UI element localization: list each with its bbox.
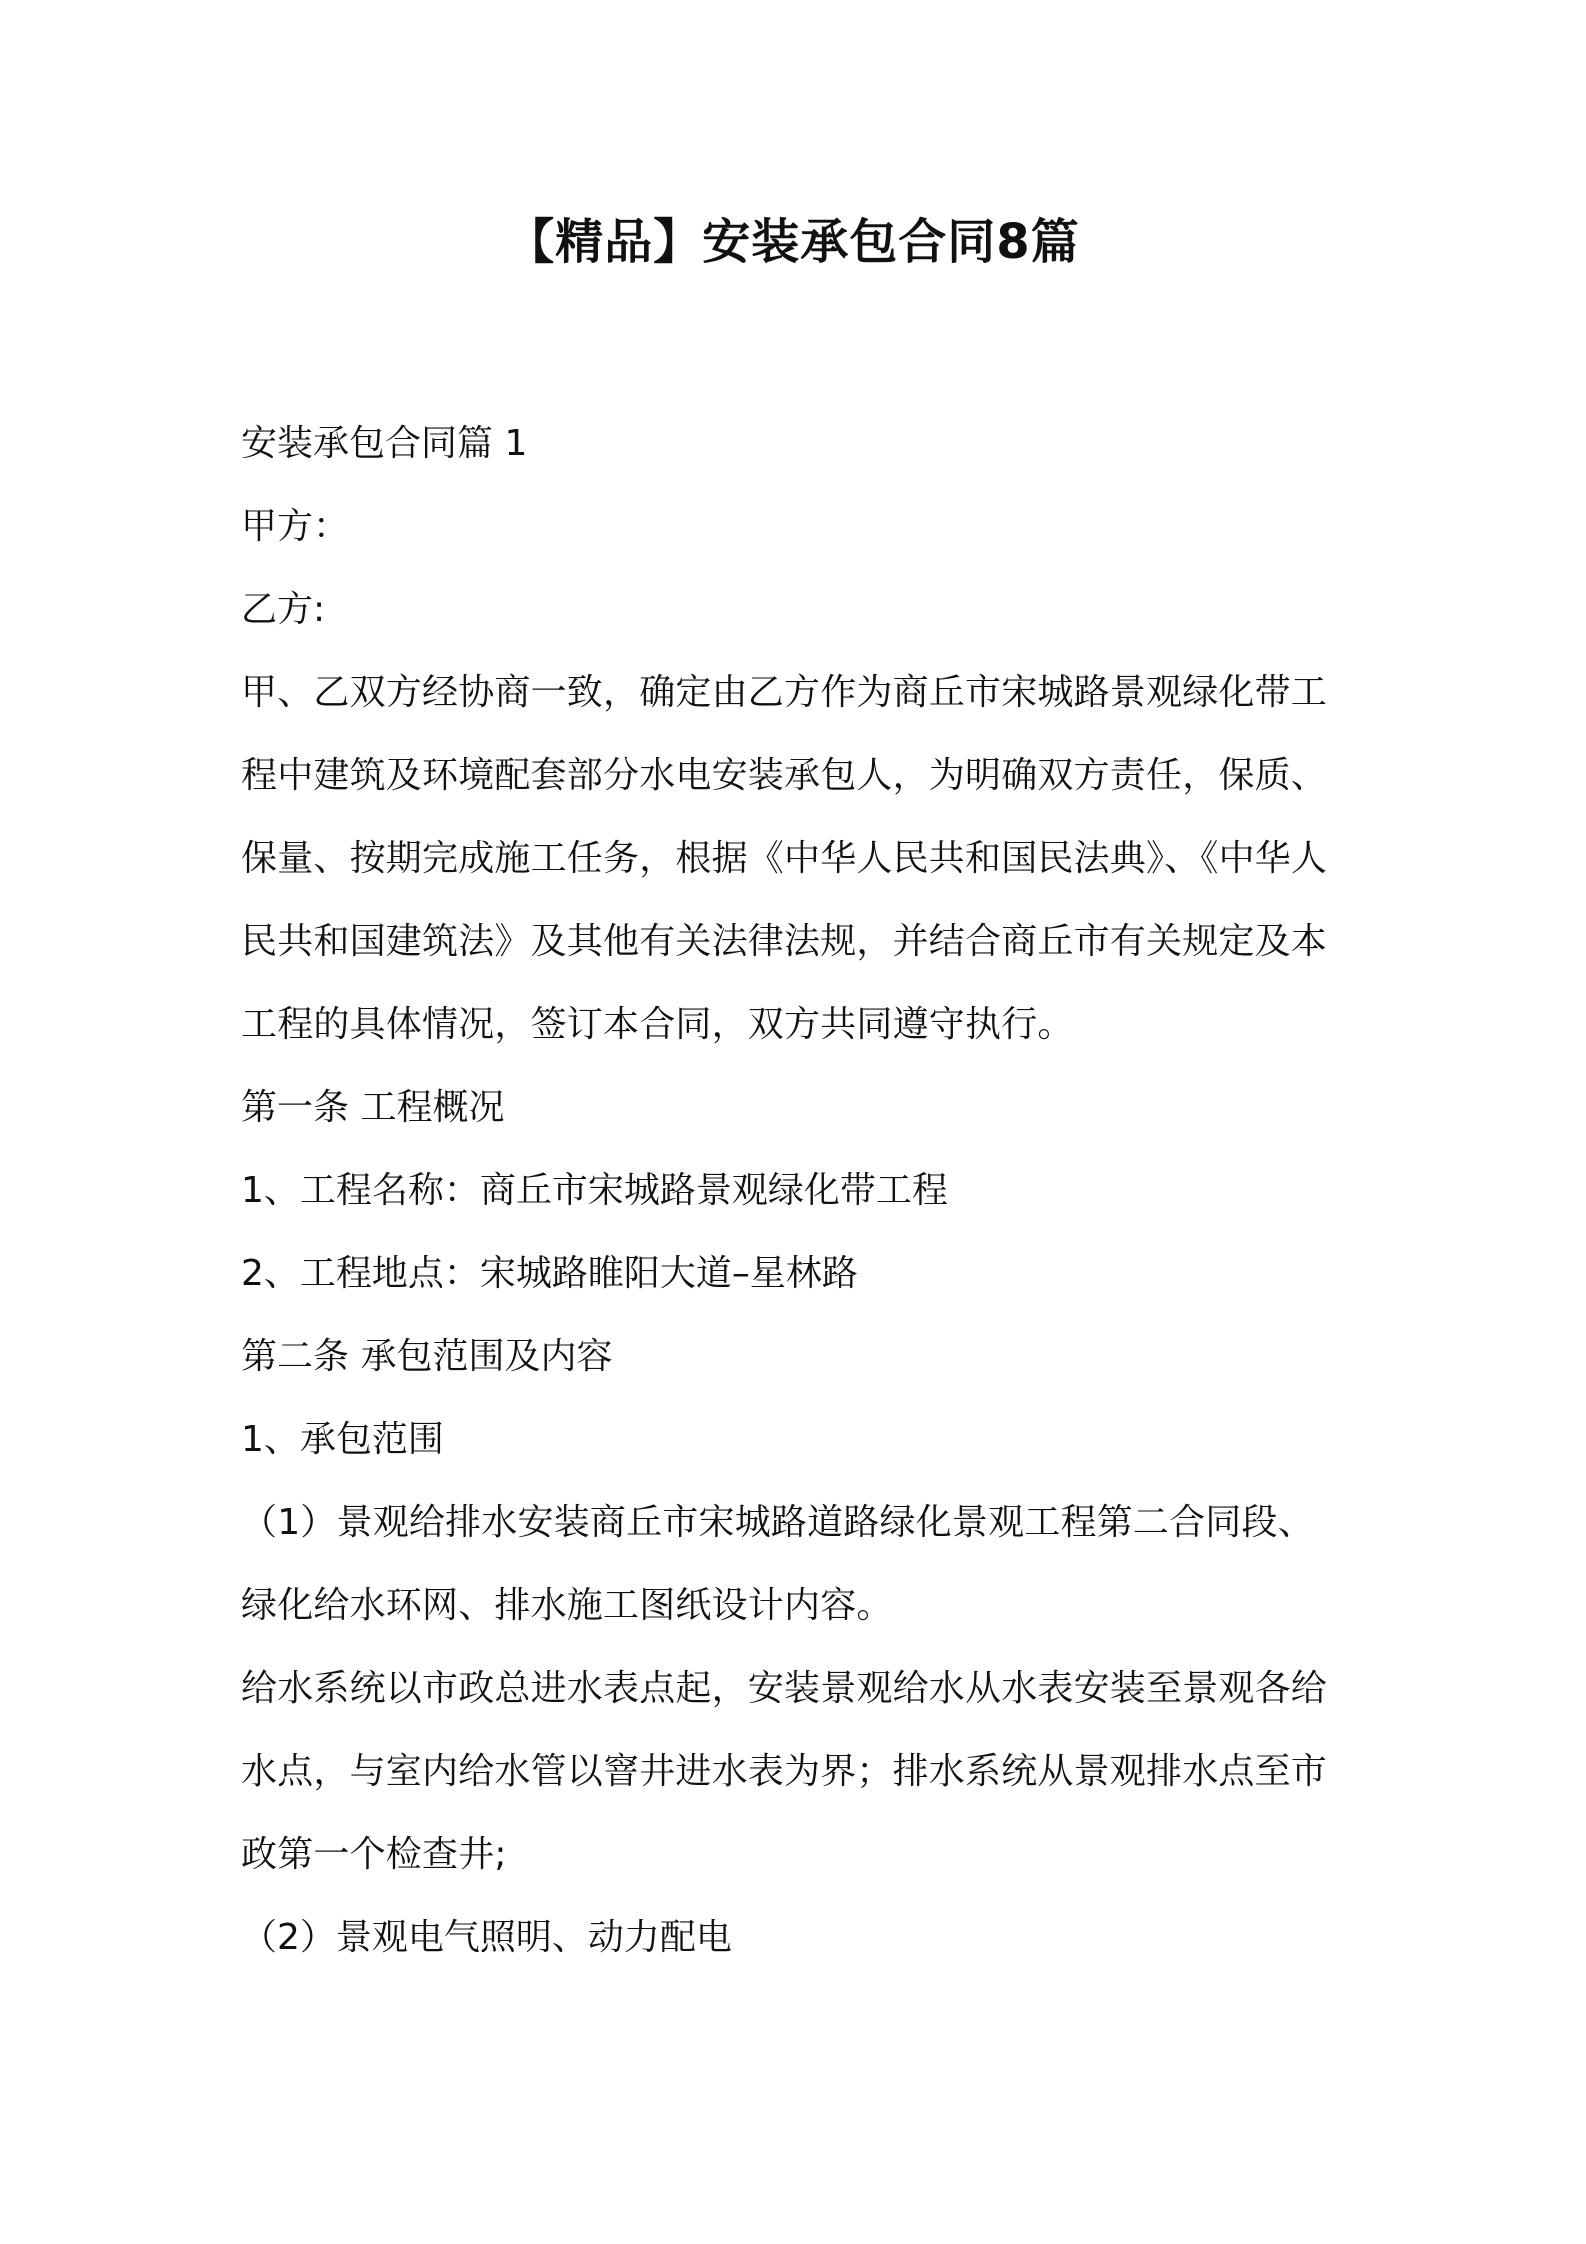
water-system-paragraph [241, 1647, 1361, 1896]
article-1-heading: 第一条 工程概况 [241, 1087, 505, 1128]
paragraph-line: 工程的具体情况，签订本合同，双方共同遵守执行。 [241, 1004, 1074, 1045]
paragraph-line: 给水系统以市政总进水表点起，安装景观给水从水表安装至景观各给 [241, 1668, 1328, 1709]
scope-heading: 1、承包范围 [241, 1419, 444, 1460]
intro-paragraph [241, 651, 1361, 1066]
scope-item-1 [241, 1481, 1361, 1647]
paragraph-line: 民共和国建筑法》及其他有关法律法规，并结合商丘市有关规定及本 [241, 921, 1328, 962]
paragraph-line: 甲、乙双方经协商一致，确定由乙方作为商丘市宋城路景观绿化带工 [241, 672, 1328, 713]
scope-item-2: （2）景观电气照明、动力配电 [241, 1917, 732, 1958]
project-location-line: 2、工程地点：宋城路睢阳大道–星林路 [241, 1253, 858, 1294]
party-a-label: 甲方： [241, 506, 350, 547]
article-2-heading: 第二条 承包范围及内容 [241, 1336, 613, 1377]
party-b-label: 乙方: [241, 589, 326, 630]
section-heading: 安装承包合同篇 1 [241, 423, 528, 464]
project-name-line: 1、工程名称：商丘市宋城路景观绿化带工程 [241, 1170, 948, 1211]
document-body [241, 402, 1361, 1979]
paragraph-line: 绿化给水环网、排水施工图纸设计内容。 [241, 1585, 893, 1626]
document-title: 【精品】安装承包合同8篇 [506, 214, 1080, 270]
paragraph-line: 程中建筑及环境配套部分水电安装承包人，为明确双方责任，保质、 [241, 755, 1328, 796]
paragraph-line: （1）景观给排水安装商丘市宋城路道路绿化景观工程第二合同段、 [241, 1502, 1314, 1543]
paragraph-line: 保量、按期完成施工任务，根据《中华人民共和国民法典》、《中华人 [241, 838, 1328, 879]
paragraph-line: 水点，与室内给水管以窨井进水表为界；排水系统从景观排水点至市 [241, 1751, 1328, 1792]
paragraph-line: 政第一个检查井; [241, 1834, 507, 1875]
